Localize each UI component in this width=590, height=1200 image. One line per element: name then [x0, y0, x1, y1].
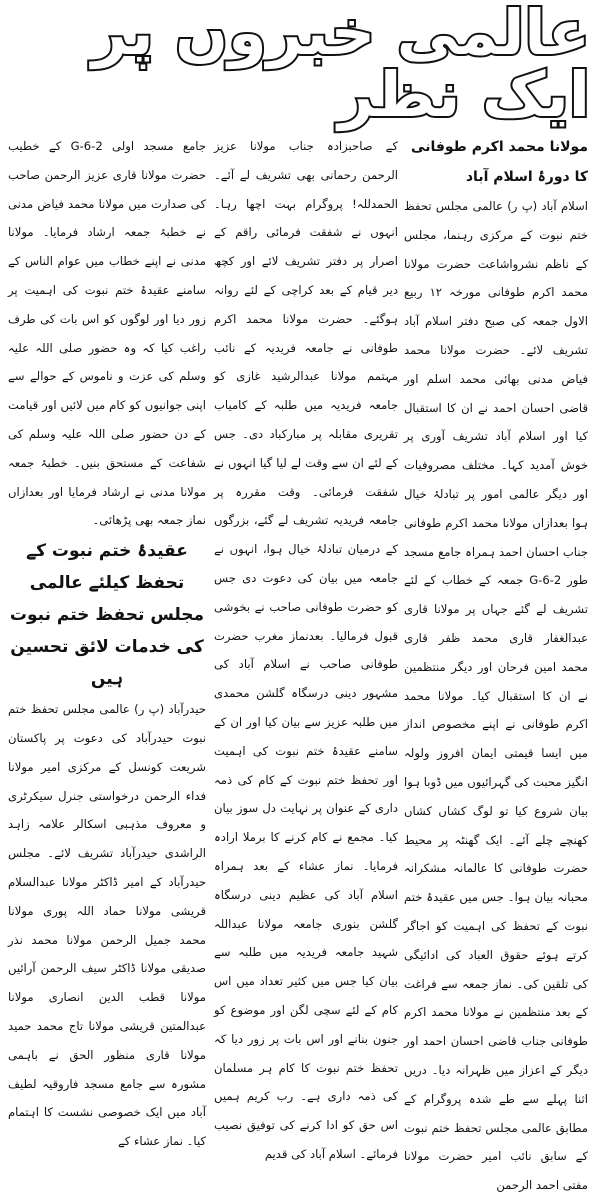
- article-column-middle: [214, 132, 398, 1161]
- article-body: حیدرآباد (پ ر) عالمی مجلس تحفظ ختم نبوت حیدرآباد کی دعوت پر پاکستان شریعت کونسل کے مرکزی امیر مولانا فداء الرحمن درخواستی جنرل سیکرٹری و معروف مذہبی اسکالر علامہ زاہد الراشدی حیدرآباد تشریف لائے۔ مجلس حیدرآباد کے امیر ڈاکٹر مولانا عبدالسلام قریشی مولانا حماد اللہ پوری مولانا محمد جمیل الرحمن مولانا محمد نذر صدیقی مولانا ڈاکٹر سیف الرحمن آرائیں مولانا قطب الدین انصاری مولانا عبدالمتین قریشی مولانا تاج محمد حمید مولانا قاری منظور الحق نے باہمی مشورہ سے جامع مسجد فاروقیہ لطیف آباد میں ایک خصوصی نشست کا اہتمام کیا۔ نماز عشاء کے: [8, 702, 206, 1149]
- article-headline: مولانا محمد اکرم طوفانی کا دورۂ اسلام آباد: [411, 139, 588, 185]
- masthead: [0, 0, 590, 131]
- article-column-left: [8, 132, 206, 1149]
- article-body-continued: کے صاحبزادہ جناب مولانا عزیز الرحمن رحمانی بھی تشریف لے آئے۔ الحمدللہ! پروگرام بہت اچھا رہا۔ انہوں نے شفقت فرمائی راقم کے اصرار پر دفتر تشریف لائے اور کچھ دیر قیام کے بعد کراچی کے لئے روانہ ہوگئے۔ حضرت مولانا محمد اکرم طوفانی نے جامعہ فریدیہ کے نائب مہتمم مولانا عبدالرشید غازی کو جامعہ فریدیہ میں طلبہ کے کامیاب تقریری مقابلہ پر مبارکباد دی۔ جس کے لئے ان سے وقت لے لیا گیا انہوں نے شفقت فرمائی۔ وقت مقررہ پر جامعہ فریدیہ تشریف لے گئے، بزرگوں کے درمیان تبادلۂ خیال ہوا، انہوں نے جامعہ میں بیان کی دعوت دی جس کو حضرت طوفانی صاحب نے بخوشی قبول فرمالیا۔ بعدنماز مغرب حضرت طوفانی صاحب نے اسلام آباد کی مشہور دینی درسگاہ گلشن محمدی میں طلبہ عزیز سے بیان کیا اور ان کے سامنے عقیدۂ ختم نبوت کی اہمیت اور تحفظ ختم نبوت کے کام کی ذمہ داری کے عنوان پر نہایت دل سوز بیان کیا۔ مجمع نے کام کرنے کا برملا ارادہ فرمایا۔ نماز عشاء کے بعد ہمراہ اسلام آباد کی عظیم دینی درسگاہ گلشن بنوری جامعہ مولانا عبداللہ شہید جامعہ فریدیہ میں طلبہ سے بیان کیا جس میں کثیر تعداد میں اس کام کے لئے سچی لگن اور موضوع کو جنون بنانے اور اس بات پر زور دیا کہ تحفظ ختم نبوت کا کام ہر مسلمان کی ذمہ داری ہے۔ رب کریم ہمیں اس حق کو ادا کرنے کی توفیق نصیب فرمائے۔ اسلام آباد کی قدیم: [214, 139, 398, 1161]
- page-title: عالمی خبروں پر ایک نظر: [91, 0, 590, 131]
- article-body-continued: جامع مسجد اولی G-6-2 کے خطیب حضرت مولانا قاری عزیز الرحمن صاحب کی صدارت میں مولانا محمد فیاض مدنی نے خطبۂ جمعہ ارشاد فرمایا۔ مولانا مدنی نے اپنے خطاب میں عوام الناس کے سامنے عقیدۂ ختم نبوت کی اہمیت پر زور دیا اور لوگوں کو اس بات کی طرف راغب کیا کہ وہ حضور صلی اللہ علیہ وسلم کی عزت و ناموس کے حوالے سے اپنی جوانیوں کو کام میں لائیں اور قیامت کے دن حضور صلی اللہ علیہ وسلم کی شفاعت کے مستحق بنیں۔ خطبۂ جمعہ مولانا مدنی نے ارشاد فرمایا اور بعدازاں نماز جمعہ بھی پڑھائی۔: [8, 139, 206, 528]
- article-body: اسلام آباد (پ ر) عالمی مجلس تحفظ ختم نبوت کے مرکزی رہنما، مجلس کے ناظم نشرواشاعت حضرت مولانا محمد اکرم طوفانی مورخہ ۱۲ ربیع الاول جمعہ کی صبح دفتر اسلام آباد تشریف لائے۔ حضرت مولانا محمد فیاض مدنی بھائی محمد اسلم اور قاضی احسان احمد نے ان کا استقبال کیا اور اسلام آباد تشریف آوری پر خوش آمدید کہا۔ مختلف مصروفیات اور دیگر عالمی امور پر تبادلۂ خیال ہوا بعدازاں مولانا محمد اکرم طوفانی جناب احسان احمد ہمراہ جامع مسجد طور G-6-2 جمعہ کے خطاب کے لئے تشریف لے گئے جہاں پر مولانا قاری عبدالغفار قاری محمد ظفر قاری محمد امین فرحان اور دیگر منتظمین نے ان کا استقبال کیا۔ مولانا محمد اکرم طوفانی نے اپنے مخصوص انداز میں ایسا قیمتی ایمان افروز ولولہ انگیز محبت کی گہرائیوں میں ڈوبا ہوا بیان شروع کیا تو لوگ کشاں کشاں کھنچے چلے آئے۔ ایک گھنٹہ پر محیط حضرت طوفانی کا عالمانہ مشکرانہ محبانہ بیان ہوا۔ جس میں عقیدۂ ختم نبوت کے تحفظ کی اہمیت کو اجاگر کرتے ہوئے حقوق العباد کی ادائیگی کی تلقین کی۔ نماز جمعہ سے فراغت کے بعد منتظمین نے مولانا محمد اکرم طوفانی جناب قاضی احسان احمد اور دیگر کے اعزاز میں ظہرانہ دیا۔ دریں اثنا پہلے سے طے شدہ پروگرام کے مطابق عالمی مجلس تحفظ ختم نبوت کے سابق نائب امیر حضرت مولانا مفتی احمد الرحمن: [404, 199, 588, 1193]
- article-headline: عقیدۂ ختم نبوت کے تحفظ کیلئے عالمی مجلس تحفظ ختم نبوت کی خدمات لائق تحسین ہیں: [9, 541, 205, 690]
- article-column-right: [404, 132, 588, 1193]
